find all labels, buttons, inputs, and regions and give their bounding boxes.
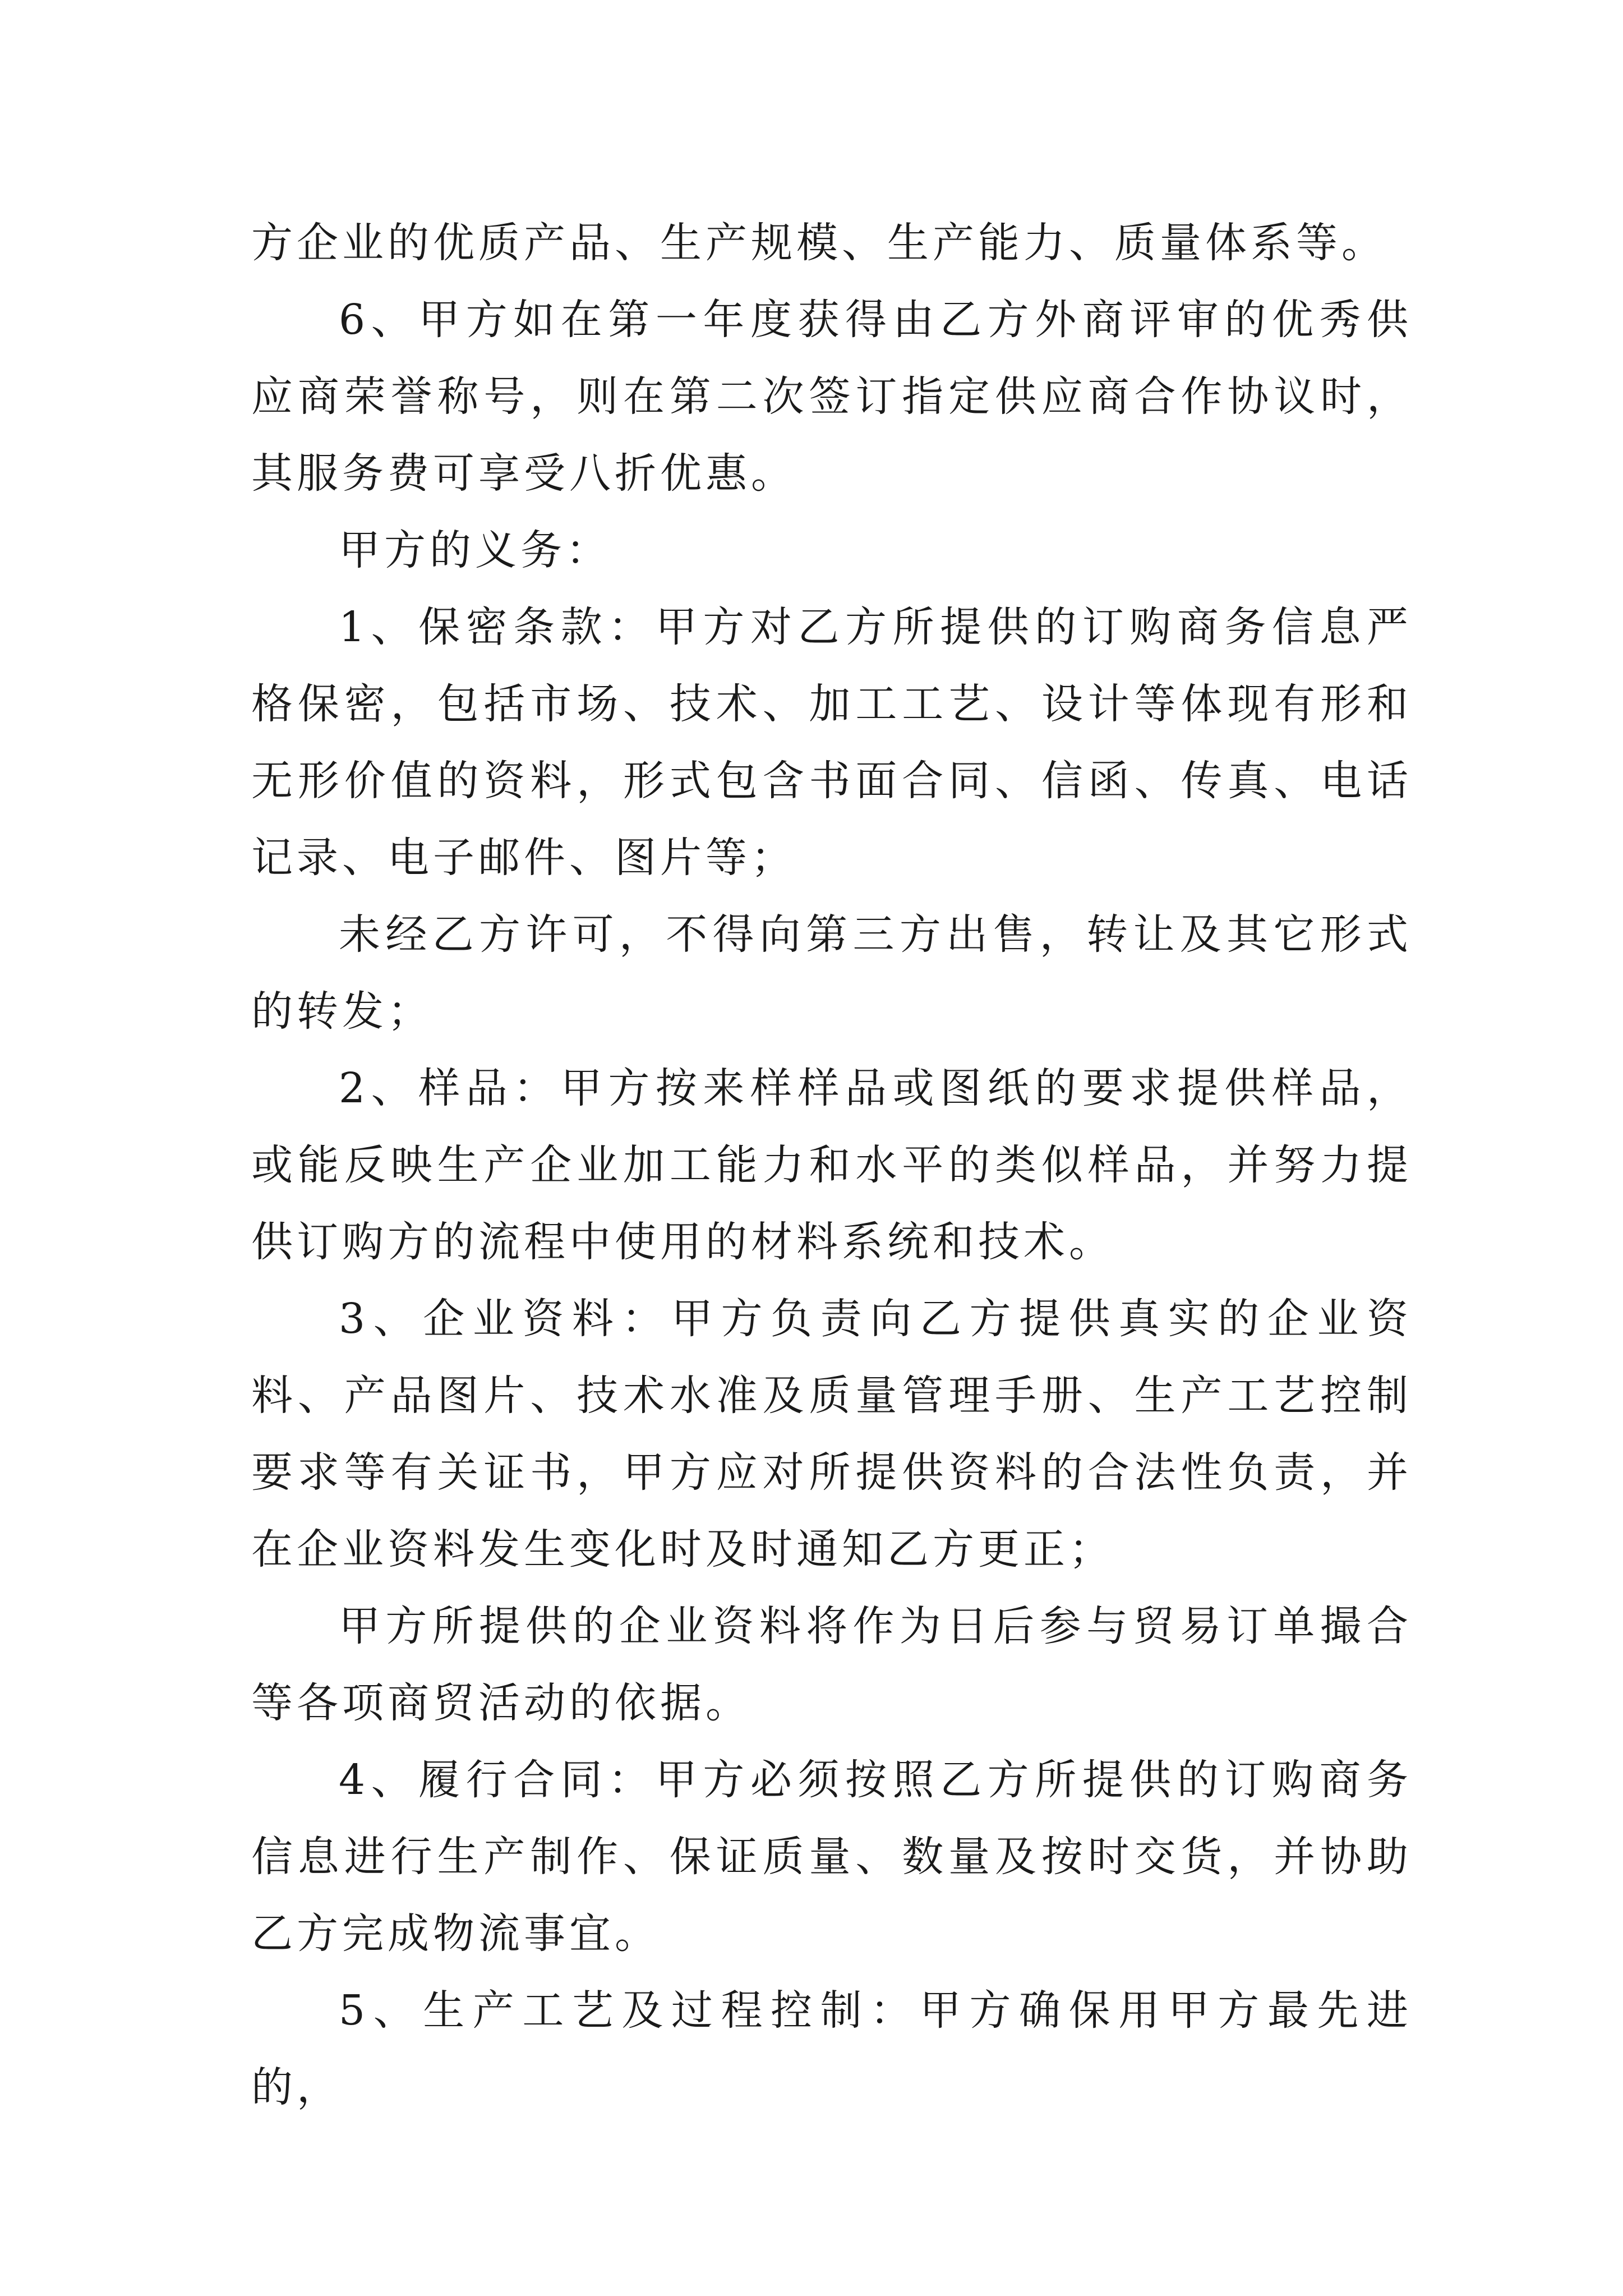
- paragraph-clause-3-company-info: 3、企业资料：甲方负责向乙方提供真实的企业资料、产品图片、技术水准及质量管理手册、生产工艺控制要求等有关证书，甲方应对所提供资料的合法性负责，并在企业资料发生变化时及时通知乙方更正；: [251, 1295, 1412, 1573]
- paragraph-clause-6: 6、甲方如在第一年度获得由乙方外商评审的优秀供应商荣誉称号，则在第二次签订指定供应商合作协议时，其服务费可享受八折优惠。: [251, 296, 1412, 498]
- paragraph-clause-5-process: 5、生产工艺及过程控制：甲方确保用甲方最先进的，: [251, 1986, 1412, 2111]
- paragraph-clause-4-contract: 4、履行合同：甲方必须按照乙方所提供的订购商务信息进行生产制作、保证质量、数量及按时交货，并协助乙方完成物流事宜。: [251, 1756, 1412, 1958]
- document-body: [251, 205, 1412, 2126]
- paragraph-clause-1-confidentiality: 1、保密条款：甲方对乙方所提供的订购商务信息严格保密，包括市场、技术、加工工艺、设计等体现有形和无形价值的资料，形式包含书面合同、信函、传真、电话记录、电子邮件、图片等；: [251, 603, 1412, 882]
- section-heading-party-a-obligations: 甲方的义务：: [339, 526, 611, 574]
- paragraph-company-info-basis: 甲方所提供的企业资料将作为日后参与贸易订单撮合等各项商贸活动的依据。: [251, 1602, 1412, 1727]
- paragraph-no-transfer: 未经乙方许可，不得向第三方出售，转让及其它形式的转发；: [251, 910, 1412, 1036]
- paragraph-continuation: 方企业的优质产品、生产规模、生产能力、质量体系等。: [251, 219, 1387, 267]
- paragraph-clause-2-samples: 2、样品：甲方按来样样品或图纸的要求提供样品，或能反映生产企业加工能力和水平的类似样品，并努力提供订购方的流程中使用的材料系统和技术。: [251, 1064, 1412, 1266]
